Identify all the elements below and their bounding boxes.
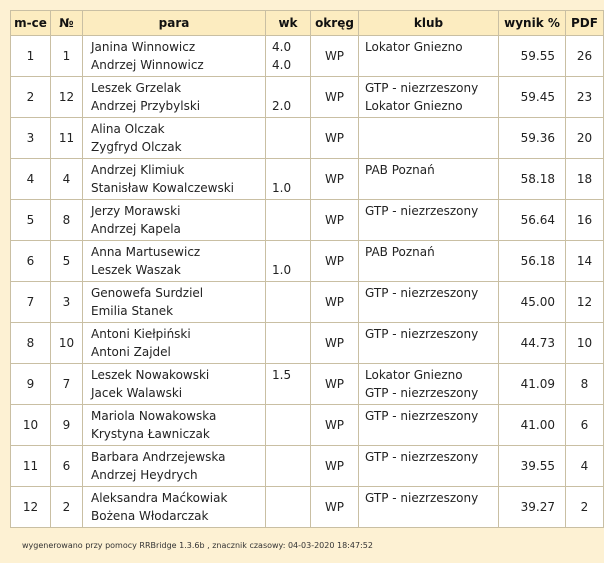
- player-1-wk: 4.0: [272, 40, 292, 54]
- district-value: WP: [324, 213, 345, 227]
- district-cell: [311, 36, 359, 77]
- player-2-wk: [272, 220, 310, 238]
- player-1-wk: [272, 161, 310, 179]
- pair-number-value: 11: [58, 131, 75, 145]
- pair-cell: [83, 118, 266, 159]
- pdf-value: 16: [576, 213, 593, 227]
- club-cell: [359, 200, 499, 241]
- pdf-value: 4: [580, 459, 589, 473]
- results-table-container: [10, 10, 598, 528]
- pdf-cell: [566, 77, 604, 118]
- result-cell: [499, 241, 566, 282]
- result-value: 56.64: [520, 213, 555, 227]
- result-value: 59.45: [520, 90, 555, 104]
- club-cell: [359, 487, 499, 528]
- district-value: WP: [324, 336, 345, 350]
- pdf-value: 2: [580, 500, 589, 514]
- header-pair: para: [83, 11, 266, 36]
- district-value: WP: [324, 500, 345, 514]
- pair-cell: [83, 159, 266, 200]
- player-1-wk: [272, 284, 310, 302]
- player-1-wk: [272, 243, 310, 261]
- pair-number-cell: [51, 487, 83, 528]
- table-row: [11, 446, 604, 487]
- club-cell: [359, 364, 499, 405]
- pair-number-value: 6: [62, 459, 71, 473]
- results-table: [10, 10, 604, 528]
- district-value: WP: [324, 295, 345, 309]
- district-cell: [311, 446, 359, 487]
- player-1-club: GTP - niezrzeszony: [365, 409, 479, 423]
- result-cell: [499, 487, 566, 528]
- place-value: 8: [26, 336, 35, 350]
- pair-number-value: 7: [62, 377, 71, 391]
- footer-note: wygenerowano przy pomocy RRBridge 1.3.6b , znacznik czasowy: 04-03-2020 18:47:52: [22, 541, 373, 550]
- place-value: 1: [26, 49, 35, 63]
- player-1-club: PAB Poznań: [365, 245, 435, 259]
- table-row: [11, 77, 604, 118]
- club-cell: [359, 77, 499, 118]
- player-2-name: Emilia Stanek: [91, 304, 174, 318]
- player-2-name: Zygfryd Olczak: [91, 140, 182, 154]
- pair-cell: [83, 282, 266, 323]
- player-2-wk: [272, 384, 310, 402]
- table-row: [11, 487, 604, 528]
- result-cell: [499, 159, 566, 200]
- player-1-name: Antoni Kiełpiński: [91, 327, 191, 341]
- player-1-club: GTP - niezrzeszony: [365, 81, 479, 95]
- player-1-name: Barbara Andrzejewska: [91, 450, 226, 464]
- player-2-club: [365, 507, 498, 525]
- player-2-name: Jacek Walawski: [91, 386, 183, 400]
- place-cell: [11, 241, 51, 282]
- wk-cell: [266, 118, 311, 159]
- player-2-wk: [272, 507, 310, 525]
- pair-number-cell: [51, 77, 83, 118]
- player-2-name: Antoni Zajdel: [91, 345, 171, 359]
- pair-cell: [83, 36, 266, 77]
- result-value: 41.09: [520, 377, 555, 391]
- pdf-value: 23: [576, 90, 593, 104]
- player-1-wk: [272, 79, 310, 97]
- district-cell: [311, 118, 359, 159]
- player-2-club: [365, 302, 498, 320]
- place-cell: [11, 487, 51, 528]
- pdf-value: 12: [576, 295, 593, 309]
- player-1-club: Lokator Gniezno: [365, 40, 463, 54]
- player-1-name: Leszek Grzelak: [91, 81, 182, 95]
- player-2-club: [365, 261, 498, 279]
- pdf-cell: [566, 159, 604, 200]
- player-2-club: [365, 343, 498, 361]
- player-2-wk: 1.0: [272, 263, 292, 277]
- pdf-value: 8: [580, 377, 589, 391]
- district-value: WP: [324, 418, 345, 432]
- player-2-name: Bożena Włodarczak: [91, 509, 209, 523]
- place-cell: [11, 159, 51, 200]
- district-cell: [311, 200, 359, 241]
- table-row: [11, 118, 604, 159]
- player-2-wk: [272, 138, 310, 156]
- header-club: klub: [359, 11, 499, 36]
- pair-number-cell: [51, 36, 83, 77]
- player-1-wk: [272, 325, 310, 343]
- district-value: WP: [324, 459, 345, 473]
- player-1-wk: [272, 489, 310, 507]
- district-cell: [311, 159, 359, 200]
- wk-cell: [266, 323, 311, 364]
- district-value: WP: [324, 131, 345, 145]
- player-1-club: GTP - niezrzeszony: [365, 286, 479, 300]
- pdf-cell: [566, 487, 604, 528]
- player-1-club: GTP - niezrzeszony: [365, 327, 479, 341]
- result-value: 58.18: [520, 172, 555, 186]
- player-2-club: [365, 179, 498, 197]
- pair-number-value: 10: [58, 336, 75, 350]
- table-row: [11, 282, 604, 323]
- place-value: 12: [22, 500, 39, 514]
- place-value: 11: [22, 459, 39, 473]
- place-value: 2: [26, 90, 35, 104]
- district-value: WP: [324, 49, 345, 63]
- player-1-name: Jerzy Morawski: [91, 204, 181, 218]
- result-value: 59.36: [520, 131, 555, 145]
- player-2-club: GTP - niezrzeszony: [365, 386, 479, 400]
- player-1-name: Alina Olczak: [91, 122, 165, 136]
- place-value: 10: [22, 418, 39, 432]
- wk-cell: [266, 446, 311, 487]
- place-cell: [11, 77, 51, 118]
- player-2-name: Andrzej Winnowicz: [91, 58, 204, 72]
- pair-number-cell: [51, 323, 83, 364]
- pair-number-value: 4: [62, 172, 71, 186]
- player-1-club: PAB Poznań: [365, 163, 435, 177]
- result-cell: [499, 282, 566, 323]
- pdf-cell: [566, 36, 604, 77]
- result-cell: [499, 118, 566, 159]
- table-row: [11, 200, 604, 241]
- player-2-name: Leszek Waszak: [91, 263, 181, 277]
- result-cell: [499, 446, 566, 487]
- district-value: WP: [324, 90, 345, 104]
- header-place: m-ce: [11, 11, 51, 36]
- pair-cell: [83, 405, 266, 446]
- pair-number-cell: [51, 159, 83, 200]
- player-1-club: GTP - niezrzeszony: [365, 204, 479, 218]
- wk-cell: [266, 159, 311, 200]
- district-cell: [311, 241, 359, 282]
- pdf-cell: [566, 364, 604, 405]
- district-cell: [311, 282, 359, 323]
- pair-cell: [83, 487, 266, 528]
- wk-cell: [266, 241, 311, 282]
- club-cell: [359, 36, 499, 77]
- header-district: okręg: [311, 11, 359, 36]
- player-2-club: [365, 56, 498, 74]
- pdf-cell: [566, 323, 604, 364]
- player-2-club: [365, 138, 498, 156]
- table-row: [11, 364, 604, 405]
- place-cell: [11, 323, 51, 364]
- player-2-wk: [272, 425, 310, 443]
- result-value: 45.00: [520, 295, 555, 309]
- header-pdf: PDF: [566, 11, 604, 36]
- club-cell: [359, 446, 499, 487]
- player-2-wk: [272, 466, 310, 484]
- place-cell: [11, 118, 51, 159]
- player-2-club: [365, 425, 498, 443]
- district-cell: [311, 364, 359, 405]
- district-value: WP: [324, 172, 345, 186]
- place-value: 7: [26, 295, 35, 309]
- player-2-wk: [272, 343, 310, 361]
- pair-number-value: 1: [62, 49, 71, 63]
- player-2-club: Lokator Gniezno: [365, 99, 463, 113]
- pdf-cell: [566, 405, 604, 446]
- player-1-club: [365, 120, 498, 138]
- district-cell: [311, 405, 359, 446]
- player-2-wk: [272, 302, 310, 320]
- pdf-value: 26: [576, 49, 593, 63]
- place-cell: [11, 282, 51, 323]
- district-value: WP: [324, 254, 345, 268]
- player-1-name: Genowefa Surdziel: [91, 286, 204, 300]
- wk-cell: [266, 487, 311, 528]
- pdf-value: 14: [576, 254, 593, 268]
- place-value: 9: [26, 377, 35, 391]
- player-2-name: Stanisław Kowalczewski: [91, 181, 235, 195]
- pair-cell: [83, 364, 266, 405]
- pdf-value: 6: [580, 418, 589, 432]
- pair-number-value: 8: [62, 213, 71, 227]
- place-cell: [11, 405, 51, 446]
- pair-number-cell: [51, 241, 83, 282]
- player-2-club: [365, 220, 498, 238]
- result-value: 59.55: [520, 49, 555, 63]
- result-value: 39.55: [520, 459, 555, 473]
- table-row: [11, 36, 604, 77]
- player-1-club: GTP - niezrzeszony: [365, 491, 479, 505]
- result-cell: [499, 36, 566, 77]
- pair-number-cell: [51, 200, 83, 241]
- player-2-name: Krystyna Ławniczak: [91, 427, 210, 441]
- header-result: wynik %: [499, 11, 566, 36]
- player-1-club: Lokator Gniezno: [365, 368, 463, 382]
- table-row: [11, 241, 604, 282]
- player-1-name: Aleksandra Maćkowiak: [91, 491, 228, 505]
- player-2-club: [365, 466, 498, 484]
- pair-number-value: 2: [62, 500, 71, 514]
- header-number: №: [51, 11, 83, 36]
- pair-cell: [83, 446, 266, 487]
- result-value: 39.27: [520, 500, 555, 514]
- player-1-wk: 1.5: [272, 368, 292, 382]
- pair-number-cell: [51, 282, 83, 323]
- wk-cell: [266, 77, 311, 118]
- wk-cell: [266, 405, 311, 446]
- club-cell: [359, 282, 499, 323]
- club-cell: [359, 323, 499, 364]
- pdf-cell: [566, 118, 604, 159]
- wk-cell: [266, 36, 311, 77]
- pdf-value: 10: [576, 336, 593, 350]
- club-cell: [359, 241, 499, 282]
- club-cell: [359, 118, 499, 159]
- pdf-cell: [566, 282, 604, 323]
- pdf-cell: [566, 200, 604, 241]
- wk-cell: [266, 282, 311, 323]
- player-1-wk: [272, 202, 310, 220]
- place-cell: [11, 364, 51, 405]
- pdf-value: 20: [576, 131, 593, 145]
- wk-cell: [266, 200, 311, 241]
- pdf-cell: [566, 241, 604, 282]
- pair-number-value: 12: [58, 90, 75, 104]
- player-1-name: Anna Martusewicz: [91, 245, 201, 259]
- table-row: [11, 405, 604, 446]
- player-2-wk: 1.0: [272, 181, 292, 195]
- pair-number-value: 9: [62, 418, 71, 432]
- pair-number-value: 3: [62, 295, 71, 309]
- pdf-cell: [566, 446, 604, 487]
- player-2-name: Andrzej Kapela: [91, 222, 181, 236]
- player-1-wk: [272, 407, 310, 425]
- pair-cell: [83, 200, 266, 241]
- place-cell: [11, 446, 51, 487]
- place-cell: [11, 36, 51, 77]
- pdf-value: 18: [576, 172, 593, 186]
- header-wk: wk: [266, 11, 311, 36]
- pair-number-cell: [51, 446, 83, 487]
- result-cell: [499, 364, 566, 405]
- district-cell: [311, 77, 359, 118]
- result-value: 41.00: [520, 418, 555, 432]
- player-2-wk: 4.0: [272, 58, 292, 72]
- club-cell: [359, 159, 499, 200]
- player-1-name: Andrzej Klimiuk: [91, 163, 185, 177]
- pair-cell: [83, 241, 266, 282]
- pair-number-value: 5: [62, 254, 71, 268]
- district-value: WP: [324, 377, 345, 391]
- player-1-name: Janina Winnowicz: [91, 40, 196, 54]
- result-cell: [499, 323, 566, 364]
- result-value: 56.18: [520, 254, 555, 268]
- place-value: 4: [26, 172, 35, 186]
- player-1-club: GTP - niezrzeszony: [365, 450, 479, 464]
- place-value: 6: [26, 254, 35, 268]
- district-cell: [311, 487, 359, 528]
- place-value: 5: [26, 213, 35, 227]
- table-row: [11, 323, 604, 364]
- table-row: [11, 159, 604, 200]
- pair-number-cell: [51, 364, 83, 405]
- club-cell: [359, 405, 499, 446]
- header-row: [11, 11, 604, 36]
- player-1-name: Leszek Nowakowski: [91, 368, 210, 382]
- pair-cell: [83, 323, 266, 364]
- place-cell: [11, 200, 51, 241]
- player-2-wk: 2.0: [272, 99, 292, 113]
- player-1-wk: [272, 120, 310, 138]
- result-cell: [499, 200, 566, 241]
- wk-cell: [266, 364, 311, 405]
- place-value: 3: [26, 131, 35, 145]
- player-2-name: Andrzej Przybylski: [91, 99, 201, 113]
- result-cell: [499, 405, 566, 446]
- district-cell: [311, 323, 359, 364]
- pair-cell: [83, 77, 266, 118]
- player-1-wk: [272, 448, 310, 466]
- player-1-name: Mariola Nowakowska: [91, 409, 217, 423]
- player-2-name: Andrzej Heydrych: [91, 468, 198, 482]
- result-value: 44.73: [520, 336, 555, 350]
- pair-number-cell: [51, 405, 83, 446]
- pair-number-cell: [51, 118, 83, 159]
- result-cell: [499, 77, 566, 118]
